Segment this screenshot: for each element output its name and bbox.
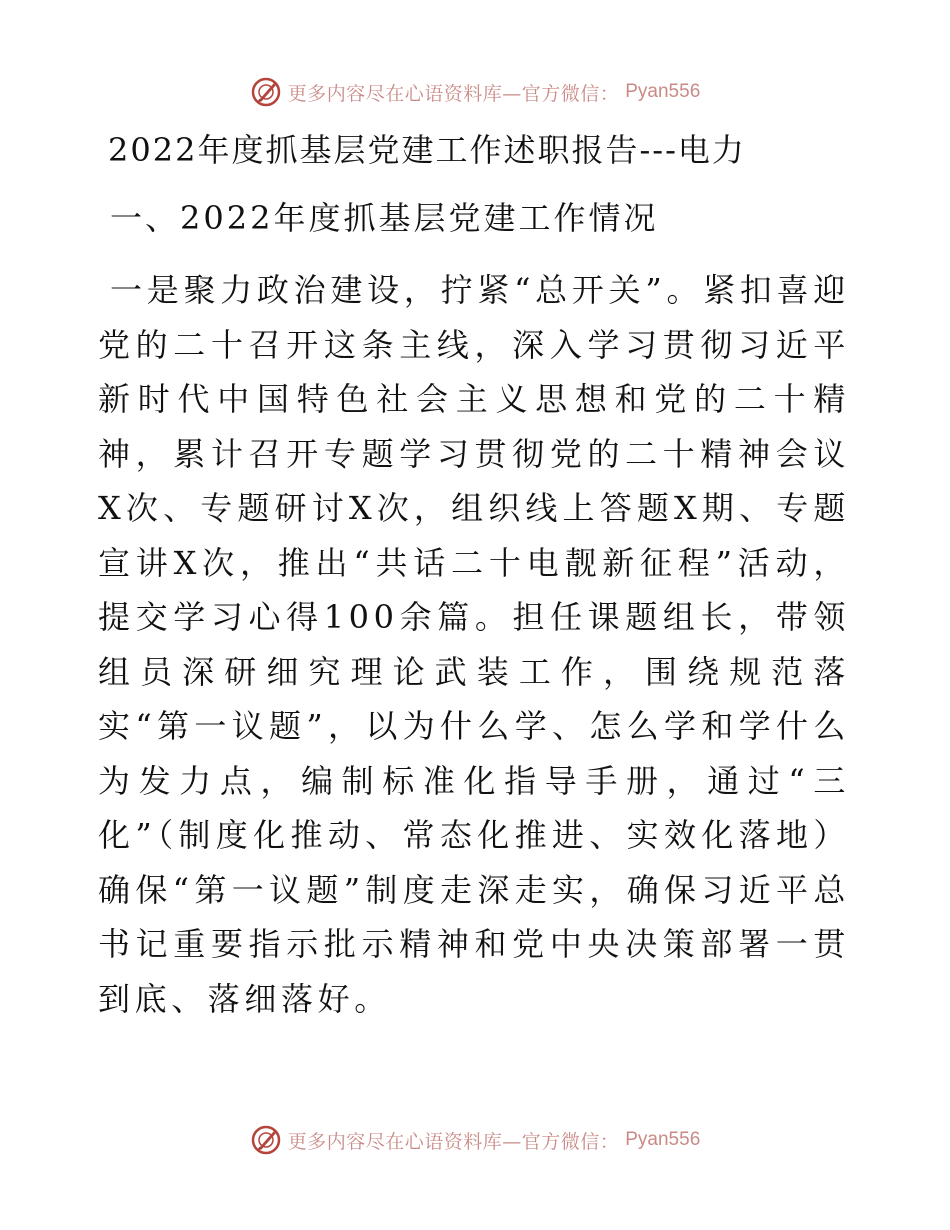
watermark-wechat-id: Pyan556 [625, 81, 701, 102]
watermark-wechat-id: Pyan556 [625, 1129, 701, 1150]
document-title: 2022年度抓基层党建工作述职报告---电力 [108, 131, 746, 169]
document-body [98, 125, 850, 1026]
section-heading: 一、2022年度抓基层党建工作情况 [110, 199, 659, 237]
header-watermark [0, 72, 950, 112]
quill-logo-icon [250, 1124, 282, 1156]
quill-logo-icon [250, 76, 282, 108]
watermark-text: 更多内容尽在心语资料库—官方微信： [287, 82, 620, 105]
watermark-text: 更多内容尽在心语资料库—官方微信： [287, 1130, 620, 1153]
body-paragraph: 一是聚力政治建设，拧紧“总开关”。紧扣喜迎党的二十召开这条主线，深入学习贯彻习近平新时代中国特色社会主义思想和党的二十精神，累计召开专题学习贯彻党的二十精神会议X次、专题研讨X次，组织线上答题X期、专题宣讲X次，推出“共话二十电靓新征程”活动，提交学习心得100余篇。担任课题组长，带领组员深研细究理论武装工作，围绕规范落实“第一议题”，以为什么学、怎么学和学什么为发力点，编制标准化指导手册，通过“三化”（制度化推动、常态化推进、实效化落地）确保“第一议题”制度走深走实，确保习近平总书记重要指示批示精神和党中央决策部署一贯到底、落细落好。 [98, 271, 850, 1018]
footer-watermark [0, 1120, 950, 1160]
